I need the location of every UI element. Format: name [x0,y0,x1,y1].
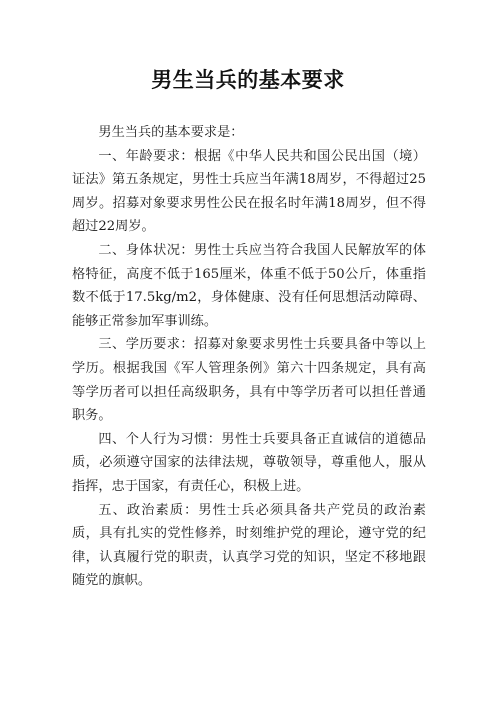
political-quality-paragraph: 五、政治素质：男性士兵必须具备共产党员的政治素质，具有扎实的党性修养，时刻维护党的理论，遵守党的纪律，认真履行党的职责，认真学习党的知识，坚定不移地跟随党的旗帜。 [72,502,426,589]
intro-paragraph: 男生当兵的基本要求是： [98,125,244,140]
age-requirement-paragraph: 一、年龄要求：根据《中华人民共和国公民出国（境）证法》第五条规定，男性士兵应当年满18周岁，不得超过25周岁。招募对象要求男性公民在报名时年满18周岁，但不得超过22周岁。 [72,148,426,235]
education-requirement-paragraph: 三、学历要求：招募对象要求男性士兵要具备中等以上学历。根据我国《军人管理条例》第六十四条规定，具有高等学历者可以担任高级职务，具有中等学历者可以担任普通职务。 [72,337,426,424]
document-title: 男生当兵的基本要求 [151,68,345,92]
document-body [72,121,426,593]
physical-condition-paragraph: 二、身体状况：男性士兵应当符合我国人民解放军的体格特征，高度不低于165厘米，体重不低于50公斤，体重指数不低于17.5kg/m2，身体健康、没有任何思想活动障碍、能够正常参加军事训练。 [72,242,426,329]
personal-conduct-paragraph: 四、个人行为习惯：男性士兵要具备正直诚信的道德品质，必须遵守国家的法律法规，尊敬领导，尊重他人，服从指挥，忠于国家，有责任心，积极上进。 [72,431,426,494]
